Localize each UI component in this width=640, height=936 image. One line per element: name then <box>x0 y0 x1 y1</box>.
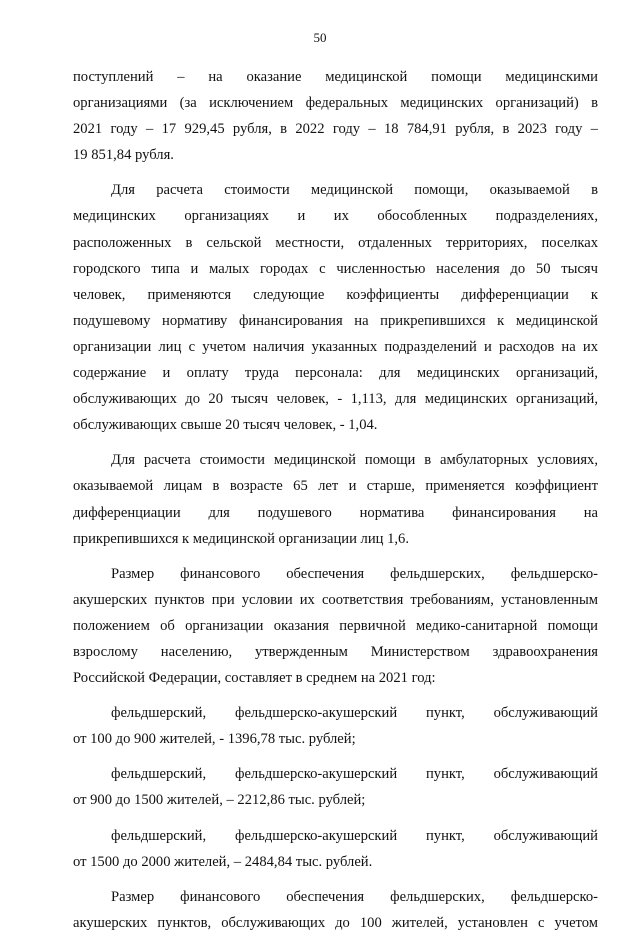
text-line: фельдшерский, фельдшерско-акушерский пункт, обслуживающий <box>111 705 598 722</box>
text-line: организациями (за исключением федеральных медицинских организаций) в <box>73 95 598 112</box>
text-line: акушерских пунктов при условии их соответствия требованиям, установленным <box>73 591 598 608</box>
text-line: городского типа и малых городах с численностью населения до 50 тысяч <box>73 260 598 277</box>
text-line: обслуживающих до 20 тысяч человек, - 1,113, для медицинских организаций, <box>73 391 598 408</box>
text-line: прикрепившихся к медицинской организации лиц 1,6. <box>73 530 409 547</box>
text-line: от 900 до 1500 жителей, – 2212,86 тыс. рублей; <box>73 792 366 809</box>
text-line: от 100 до 900 жителей, - 1396,78 тыс. рублей; <box>73 731 356 748</box>
text-line: Размер финансового обеспечения фельдшерских, фельдшерско- <box>111 888 598 905</box>
text-line: взрослому населению, утвержденным Министерством здравоохранения <box>73 643 598 660</box>
text-line: обслуживающих свыше 20 тысяч человек, - 1,04. <box>73 417 378 434</box>
text-line: от 1500 до 2000 жителей, – 2484,84 тыс. рублей. <box>73 853 373 870</box>
text-line: расположенных в сельской местности, отдаленных территориях, поселках <box>73 234 598 251</box>
text-line: Для расчета стоимости медицинской помощи в амбулаторных условиях, <box>111 452 598 469</box>
text-line: акушерских пунктов, обслуживающих до 100 жителей, установлен с учетом <box>73 914 598 931</box>
document-body <box>73 64 598 936</box>
page-number: 50 <box>313 30 327 45</box>
text-line: поступлений – на оказание медицинской помощи медицинскими <box>73 69 598 85</box>
text-line: фельдшерский, фельдшерско-акушерский пункт, обслуживающий <box>111 827 598 844</box>
text-line: 2021 году – 17 929,45 рубля, в 2022 году – 18 784,91 рубля, в 2023 году – <box>73 121 598 138</box>
text-line: содержание и оплату труда персонала: для медицинских организаций, <box>73 365 598 382</box>
text-line: 19 851,84 рубля. <box>73 147 174 164</box>
text-line: подушевому нормативу финансирования на прикрепившихся к медицинской <box>73 312 598 329</box>
text-line: человек, применяются следующие коэффициенты дифференциации к <box>73 286 598 303</box>
text-line: Для расчета стоимости медицинской помощи, оказываемой в <box>111 182 598 199</box>
text-line: фельдшерский, фельдшерско-акушерский пункт, обслуживающий <box>111 766 598 783</box>
text-line: организации лиц с учетом наличия указанных подразделений и расходов на их <box>73 338 598 355</box>
text-line: Размер финансового обеспечения фельдшерских, фельдшерско- <box>111 565 598 582</box>
text-line: оказываемой лицам в возрасте 65 лет и старше, применяется коэффициент <box>73 478 598 495</box>
text-line: положением об организации оказания первичной медико-санитарной помощи <box>73 617 598 634</box>
text-line: дифференциации для подушевого норматива финансирования на <box>73 504 598 521</box>
text-line: Российской Федерации, составляет в среднем на 2021 год: <box>73 670 436 687</box>
text-line: медицинских организациях и их обособленных подразделениях, <box>73 208 598 225</box>
